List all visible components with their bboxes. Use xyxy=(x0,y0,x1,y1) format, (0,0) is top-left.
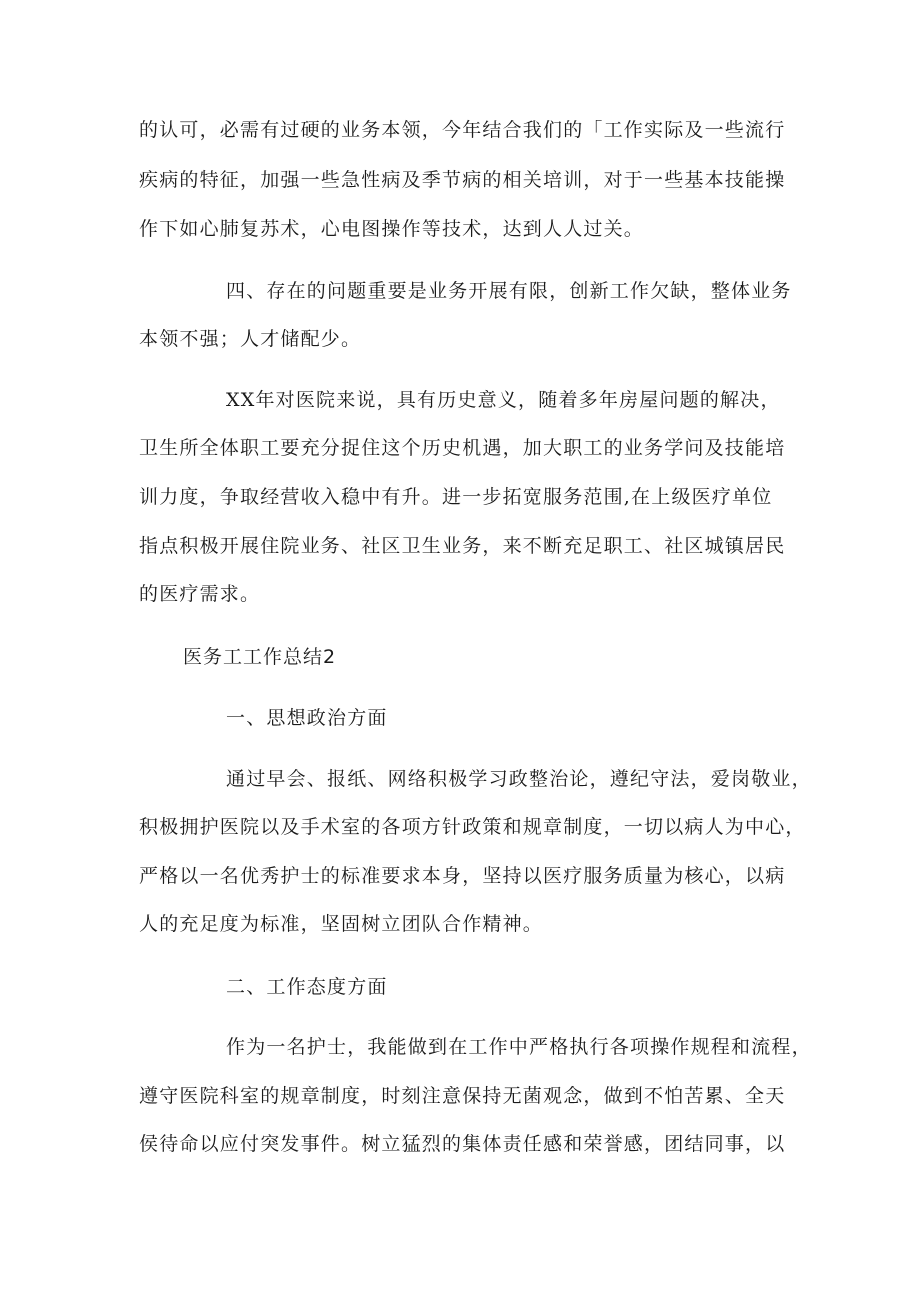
paragraph-line: 作下如心肺复苏术，心电图操作等技术，达到人人过关。 xyxy=(139,218,645,240)
paragraph-line: 通过早会、报纸、网络积极学习政整治论，遵纪守法，爱岗敬业， xyxy=(226,768,812,790)
paragraph-line: 训力度，争取经营收入稳中有升。进一步拓宽服务范围,在上级医疗单位 xyxy=(139,486,773,508)
paragraph-line: 本领不强；人才储配少。 xyxy=(139,328,362,350)
paragraph-line: 卫生所全体职工要充分捉住这个历史机遇，加大职工的业务学问及技能培 xyxy=(139,437,786,459)
paragraph-line: 的医疗需求。 xyxy=(139,583,261,605)
section-title: 医务工工作总结2 xyxy=(183,646,337,668)
paragraph-line: 疾病的特征，加强一些急性病及季节病的相关培训，对于一些基本技能操 xyxy=(139,169,786,191)
paragraph-line: 四、存在的问题重要是业务开展有限，创新工作欠缺，整体业务 xyxy=(226,280,792,302)
paragraph-line: 的认可，必需有过硬的业务本领，今年结合我们的「工作实际及一些流行 xyxy=(139,119,786,141)
paragraph-line: 积极拥护医院以及手术室的各项方针政策和规章制度，一切以病人为中心， xyxy=(139,816,806,838)
paragraph-line: XX年对医院来说，具有历史意义，随着多年房屋问题的解决， xyxy=(226,389,781,411)
paragraph-line: 严格以一名优秀护士的标准要求本身，坚持以医疗服务质量为核心，以病 xyxy=(139,865,786,887)
paragraph-line: 人的充足度为标准，坚固树立团队合作精神。 xyxy=(139,913,544,935)
section-heading: 二、工作态度方面 xyxy=(226,976,388,998)
section-heading: 一、思想政治方面 xyxy=(226,707,388,729)
paragraph-line: 侯待命以应付突发事件。树立猛烈的集体责任感和荣誉感，团结同事，以 xyxy=(139,1133,786,1155)
paragraph-line: 作为一名护士，我能做到在工作中严格执行各项操作规程和流程， xyxy=(226,1036,812,1058)
paragraph-line: 遵守医院科室的规章制度，时刻注意保持无菌观念，做到不怕苦累、全天 xyxy=(139,1085,786,1107)
paragraph-line: 指点积极开展住院业务、社区卫生业务，来不断充足职工、社区城镇居民 xyxy=(139,535,786,557)
